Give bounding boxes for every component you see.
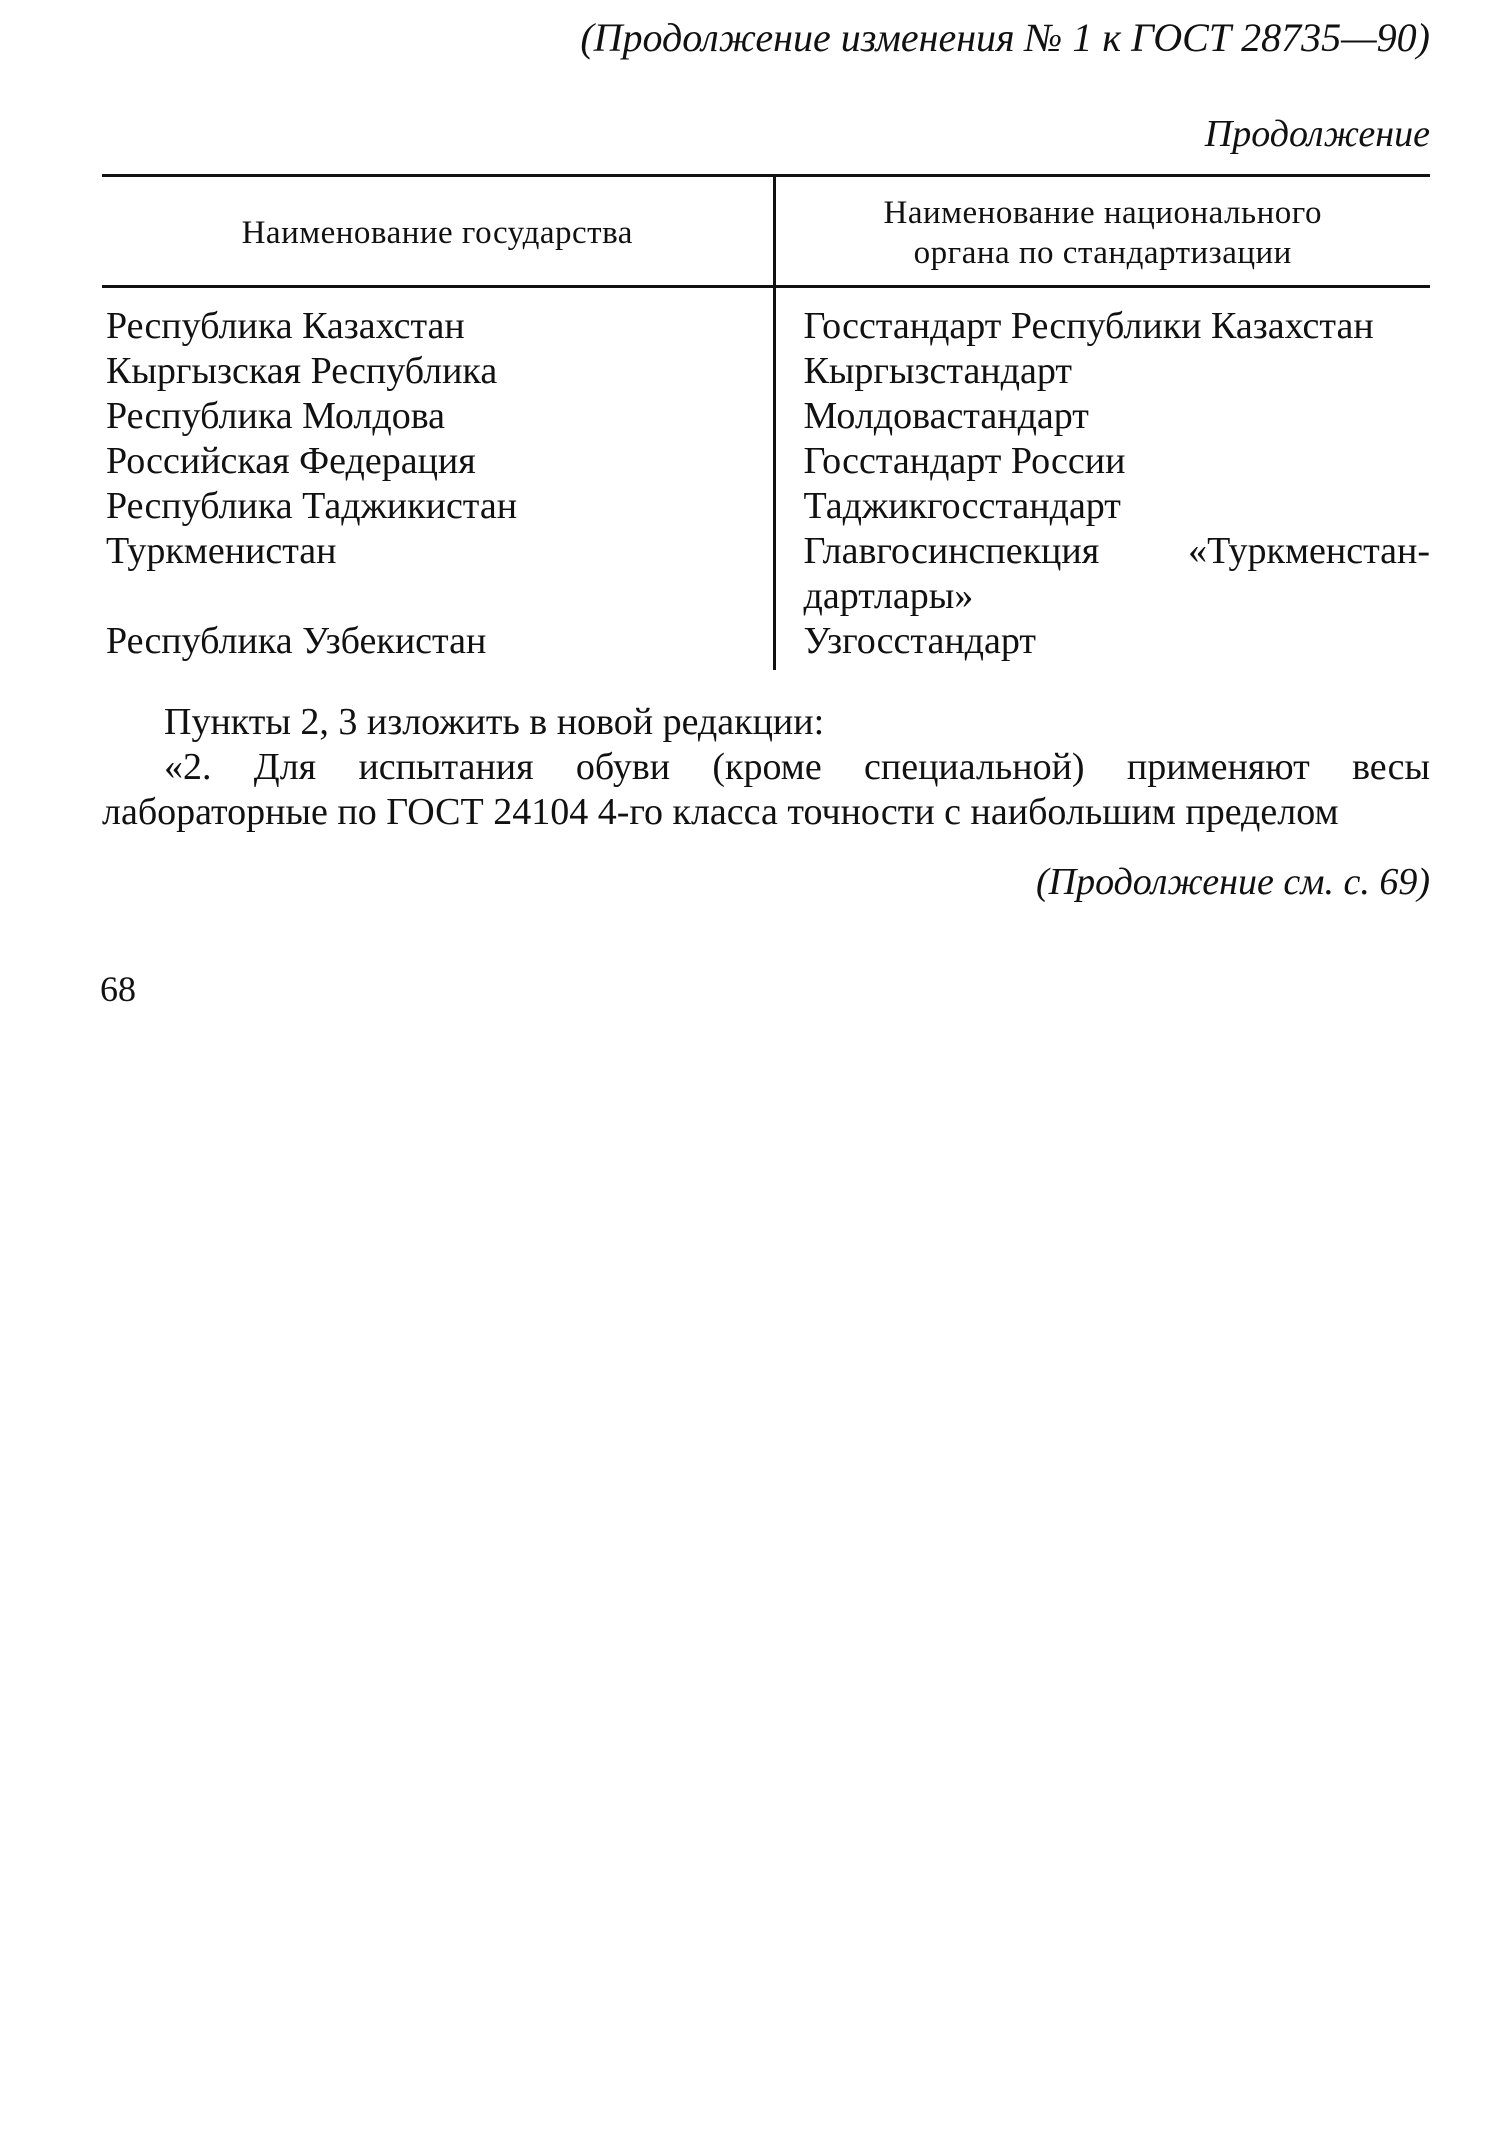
organ-cell: Кыргызстандарт <box>803 350 1072 392</box>
state-cell: Республика Таджикистан <box>102 484 774 529</box>
page-number: 68 <box>100 969 136 1009</box>
organ-cell: Таджикгосстандарт <box>803 485 1121 527</box>
body-text <box>102 700 1430 835</box>
table-header-row <box>102 176 1430 287</box>
running-title: (Продолжение изменения № 1 к ГОСТ 28735—90) <box>580 15 1430 60</box>
organ-cell: Госстандарт Республики Казахстан <box>803 305 1374 347</box>
state-cell: Туркменистан <box>102 529 774 619</box>
state-cell: Республика Узбекистан <box>102 619 774 670</box>
organ-cell: Узгосстандарт <box>803 620 1036 662</box>
table-row <box>102 484 1430 529</box>
table-row <box>102 287 1430 350</box>
table-row <box>102 619 1430 670</box>
state-cell: Республика Молдова <box>102 394 774 439</box>
table-row <box>102 439 1430 484</box>
column-header-organ <box>774 176 1430 287</box>
column-header-state: Наименование государства <box>102 176 774 287</box>
standards-bodies-table <box>102 174 1430 670</box>
table-row <box>102 349 1430 394</box>
state-cell: Российская Федерация <box>102 439 774 484</box>
table-row <box>102 529 1430 619</box>
organ-cell: Главгосинспекция «Туркменстан-дартлары» <box>803 530 1430 617</box>
table-row <box>102 394 1430 439</box>
continued-note: (Продолжение см. с. 69) <box>1035 861 1430 903</box>
organ-cell: Госстандарт России <box>803 440 1126 482</box>
state-cell: Кыргызская Республика <box>102 349 774 394</box>
table-caption: Продолжение <box>1204 113 1430 155</box>
organ-cell: Молдовастандарт <box>803 395 1089 437</box>
paragraph: «2. Для испытания обуви (кроме специальной) применяют весы лабораторные по ГОСТ 24104 4-го класса точности с наибольшим пределом <box>102 746 1430 833</box>
column-header-organ-text: Наименование национального органа по стандартизации <box>883 195 1322 271</box>
paragraph: Пункты 2, 3 изложить в новой редакции: <box>164 701 825 743</box>
state-cell: Республика Казахстан <box>102 287 774 350</box>
